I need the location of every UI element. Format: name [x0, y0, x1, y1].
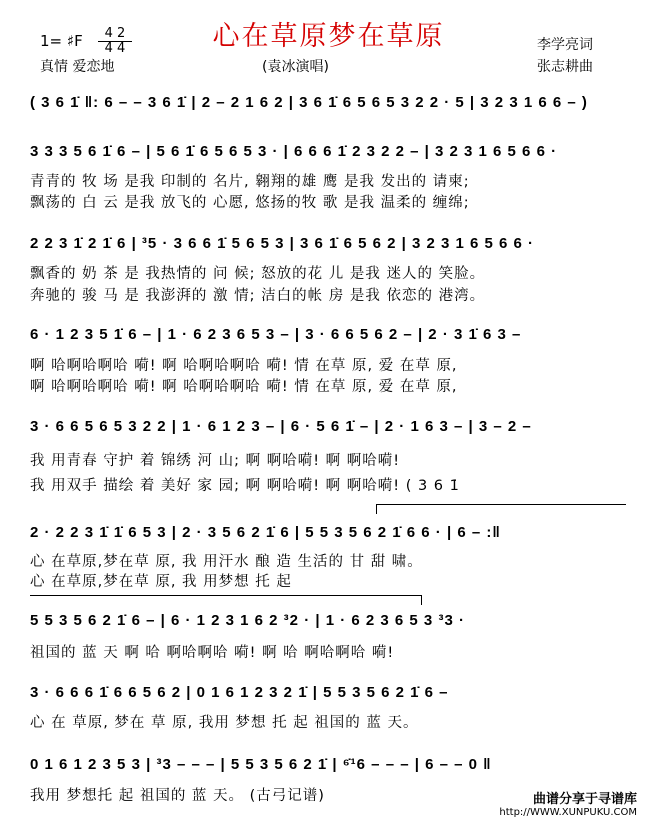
notes-row-7: 3 · 6 6 6 1̇ 6 6 5 6 2 | 0 1 6 1 2 3 2 1̇ | 5 5 3 5 6 2 1̇ 6 – [30, 684, 449, 701]
lyric-row-7-verse-1: 心 在 草原, 梦在 草 原, 我用 梦想 托 起 祖国的 蓝 天。 [30, 715, 419, 731]
notes-row-6: 5 5 3 5 6 2 1̇ 6 – | 6 · 1 2 3 1 6 2 ³2 · | 1 · 6 2 3 6 5 3 ³3 · [30, 612, 465, 629]
notes-row-3: 6 · 1 2 3 5 1̇ 6 – | 1 · 6 2 3 6 5 3 – | 3 · 6 6 5 6 2 – | 2 · 3 1̇ 6 3 – [30, 326, 522, 343]
lyric-row-4-verse-1: 我 用青春 守护 着 锦绣 河 山; 啊 啊哈嗬! 啊 啊哈嗬! [30, 453, 401, 469]
notes-row-5: 2 · 2 2 3 1̇ 1̇ 6 5 3 | 2 · 3 5 6 2 1̇ 6 | 5 5 3 5 6 2 1̇ 6 6 · | 6 – :‖ [30, 524, 501, 541]
lyric-row-1-verse-2: 飘荡的 白 云 是我 放飞的 心愿, 悠扬的牧 歌 是我 温柔的 缠绵; [30, 195, 470, 211]
lyric-row-8-verse-1: 我用 梦想托 起 祖国的 蓝 天。 (古弓记谱) [30, 788, 325, 804]
lyric-row-2-verse-2: 奔驰的 骏 马 是 我澎湃的 激 情; 洁白的帐 房 是我 依恋的 港湾。 [30, 288, 486, 304]
lyric-row-5-verse-1: 心 在草原,梦在草 原, 我 用汗水 酿 造 生活的 甘 甜 啸。 [30, 554, 423, 570]
footer-url[interactable]: http://WWW.XUNPUKU.COM [499, 807, 637, 818]
expression-mark: 真情 爱恋地 [40, 59, 115, 75]
lyric-row-3-verse-2: 啊 哈啊哈啊哈 嗬! 啊 哈啊哈啊哈 嗬! 情 在草 原, 爱 在草 原, [30, 379, 458, 395]
lyric-row-4-verse-2: 我 用双手 描绘 着 美好 家 园; 啊 啊哈嗬! 啊 啊哈嗬! ( 3 6 1̇ [30, 478, 460, 494]
performer: (袁冰演唱) [262, 59, 329, 75]
notes-row-1: 3 3 3 5 6 1̇ 6 – | 5 6 1̇ 6 5 6 5 3 · | 6 6 6 1̇ 2 3 2 2 – | 3 2 3 1 6 5 6 6 · [30, 143, 558, 160]
notes-row-2: 2 2 3 1̇ 2 1̇ 6 | ³5 · 3 6 6 1̇ 5 6 5 3 | 3 6 1̇ 6 5 6 2 | 3 2 3 1 6 5 6 6 · [30, 235, 535, 252]
lyricist: 李学亮词 [537, 37, 593, 53]
lyric-row-5-verse-2: 心 在草原,梦在草 原, 我 用梦想 托 起 [30, 574, 292, 590]
lyric-row-3-verse-1: 啊 哈啊哈啊哈 嗬! 啊 哈啊哈啊哈 嗬! 情 在草 原, 爱 在草 原, [30, 358, 458, 374]
composer: 张志耕曲 [537, 59, 593, 75]
meter-bottom: 4 4 [104, 41, 126, 56]
meter-top: 4 2 [104, 26, 126, 41]
key-signature: 1= ♯F [40, 32, 83, 50]
notes-row-8: 0 1 6 1 2 3 5 3 | ³3 – – – | 5 5 3 5 6 2 1̇ | ⁶̇¹6 – – – | 6 – – 0 ‖ [30, 756, 492, 773]
lyric-row-1-verse-1: 青青的 牧 场 是我 印制的 名片, 翱翔的雄 鹰 是我 发出的 请柬; [30, 174, 470, 190]
lyric-row-2-verse-1: 飘香的 奶 茶 是 我热情的 问 候; 怒放的花 儿 是我 迷人的 笑脸。 [30, 266, 486, 282]
notes-row-4: 3 · 6 6 5 6 5 3 2 2 | 1 · 6 1 2 3 – | 6 · 5 6 1̇ – | 2 · 1 6 3 – | 3 – 2 – [30, 418, 532, 435]
footer-source: 曲谱分享于寻谱库 [532, 792, 637, 807]
notes-row-0: ( 3 6 1̇ ‖: 6 – – 3 6 1̇ | 2 – 2 1 6 2 | 3 6 1̇ 6 5 6 5 3 2 2 · 5 | 3 2 3 1 6 6 – ) [30, 94, 588, 111]
page-title: 心在草原梦在草原 [212, 21, 445, 52]
lyric-row-6-verse-1: 祖国的 蓝 天 啊 哈 啊哈啊哈 嗬! 啊 哈 啊哈啊哈 嗬! [30, 645, 395, 661]
